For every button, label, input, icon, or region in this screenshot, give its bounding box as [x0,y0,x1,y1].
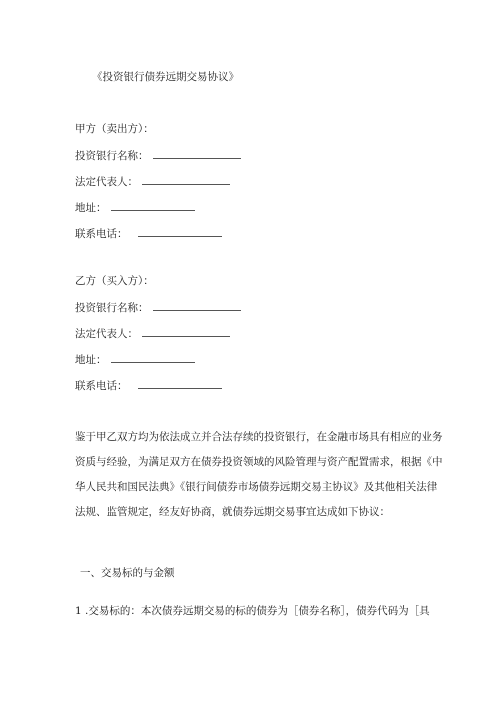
party-a-rep-label: 法定代表人： [75,176,138,188]
party-a-rep-row [75,174,230,189]
document-title: 《投资银行债券远期交易协议》 [92,71,239,83]
party-a-bank-name-row [75,148,241,163]
party-b-heading: 乙方（买入方）： [75,275,154,287]
preamble-paragraph [75,425,443,525]
party-a-rep-blank [142,174,230,185]
party-a-phone-label: 联系电话： [75,228,128,240]
party-a-bank-name-label: 投资银行名称： [75,150,149,162]
preamble-line: 鉴于甲乙双方均为依法成立并合法存续的投资银行，在金融市场具有相应的业务 [75,431,443,443]
section-1-item-1: 1 .交易标的：本次债券远期交易的标的债券为［债券名称］，债券代码为［具 [75,605,430,617]
party-b-bank-name-blank [153,300,241,311]
party-b-bank-name-row [75,300,241,315]
party-b-phone-row [75,378,222,393]
party-a-phone-row [75,226,222,241]
party-a-address-row [75,200,195,215]
party-a-bank-name-blank [153,148,241,159]
preamble-line: 华人民共和国民法典》《银行间债券市场债券远期交易主协议》及其他相关法律 [75,481,438,493]
party-b-phone-blank [138,378,222,389]
party-a-address-blank [111,200,195,211]
party-b-rep-blank [142,326,230,337]
party-a-heading: 甲方（卖出方）： [75,123,154,135]
preamble-line: 法规、监管规定，经友好协商，就债券远期交易事宜达成如下协议： [75,506,390,518]
party-a-phone-blank [138,226,222,237]
party-b-address-blank [111,352,195,363]
section-1-heading: 一、交易标的与金额 [80,567,175,579]
party-a-address-label: 地址： [75,202,107,214]
party-b-address-row [75,352,195,367]
party-b-rep-row [75,326,230,341]
party-b-bank-name-label: 投资银行名称： [75,302,149,314]
party-b-rep-label: 法定代表人： [75,328,138,340]
party-b-phone-label: 联系电话： [75,380,128,392]
party-b-address-label: 地址： [75,354,107,366]
preamble-line: 资质与经验，为满足双方在债券投资领域的风险管理与资产配置需求，根据《中 [75,456,443,468]
